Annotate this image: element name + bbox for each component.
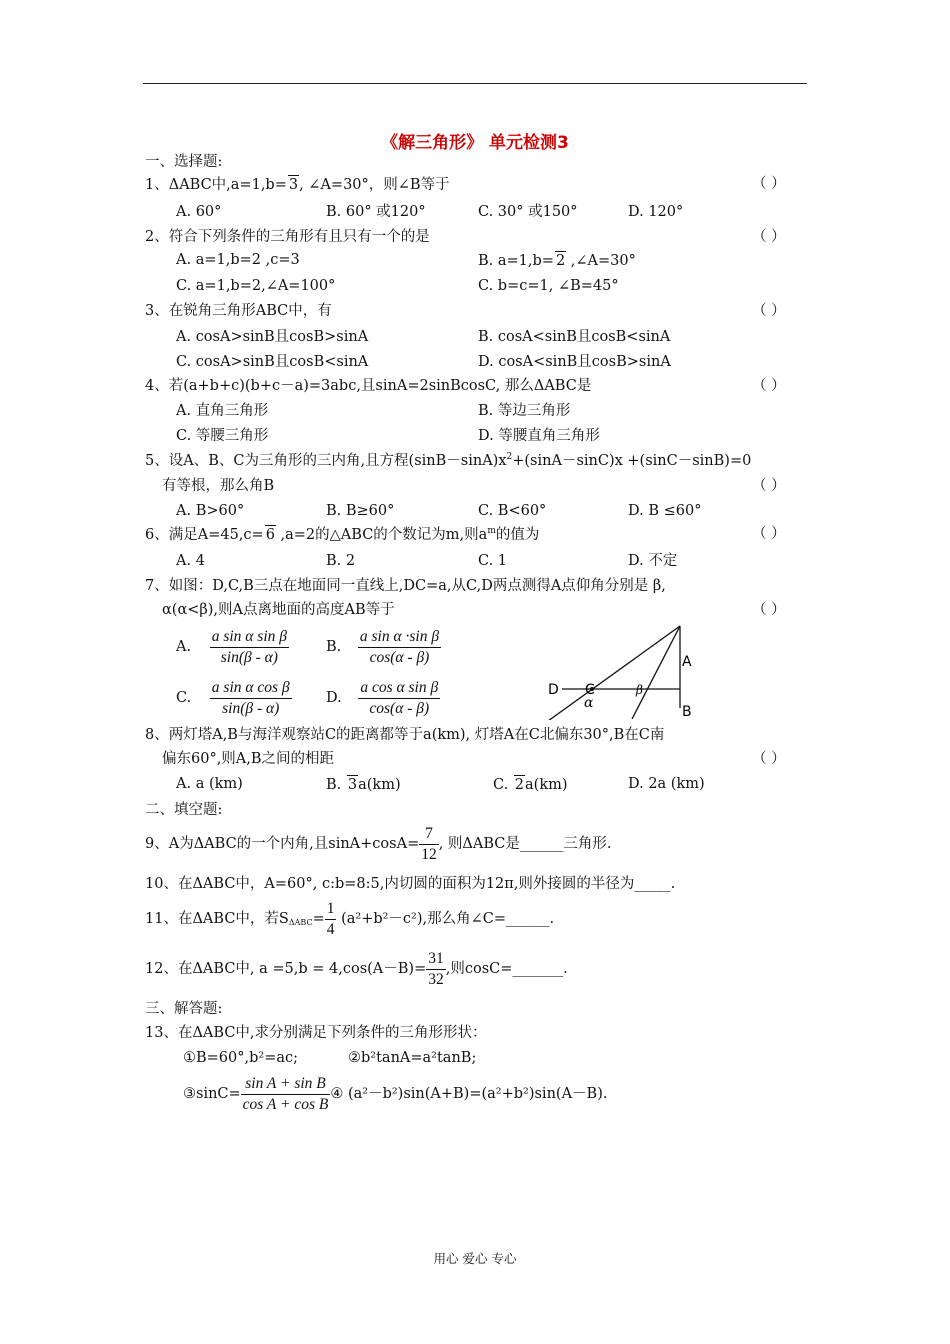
q8-stem-line1: 8、两灯塔A,B与海洋观察站C的距离都等于a(km), 灯塔A在C北偏东30°,B在C南	[145, 727, 665, 743]
q5-stem-line2: 有等根，那么角B	[162, 478, 275, 494]
q3-option-b: B. cosA<sinB且cosB<sinA	[478, 329, 671, 345]
q7-option-c: C. $\frac{\text{a sin α cos β}}{\sin(\beta - \alpha)}$	[176, 678, 290, 717]
q3-answer-paren: （ ）	[752, 303, 786, 319]
q4-option-a: A. 直角三角形	[176, 403, 269, 419]
q4-option-c: C. 等腰三角形	[176, 428, 269, 444]
q13-condition-3-4: ③sinC= $\frac{\text{sin A + sin B}}{\text{cos A + cos B}}$ ④ (a²－b²)sin(A+B)=(a²+b²)sin(A－B).	[183, 1074, 608, 1113]
q2-answer-paren: （ ）	[752, 229, 786, 245]
q1-option-d: D. 120°	[628, 204, 684, 220]
q4-answer-paren: （ ）	[752, 378, 786, 394]
q5-option-b: B. B≥60°	[326, 503, 395, 519]
q13-condition-1: ①B=60°,b²=ac;	[183, 1050, 299, 1066]
label-c: C	[585, 682, 595, 698]
q8-option-a: A. a (km)	[176, 776, 243, 792]
q6-option-a: A. 4	[176, 553, 205, 569]
q13-stem: 13、在ΔABC中,求分别满足下列条件的三角形形状：	[145, 1025, 487, 1041]
q5-stem-line1: 5、设A、B、C为三角形的三内角,且方程$(\sin B-\sin A)x^2+(\sin A-\sin C)x +(\sin C-\sin B)=0$	[145, 452, 752, 469]
q10: 10、在ΔABC中，A=60°, c:b=8:5,内切圆的面积为12π,则外接圆的半径为_____.	[145, 876, 676, 892]
q8-option-c: C. 2a(km)	[493, 777, 568, 793]
q4-stem: 4、若(a+b+c)(b+c－a)=3abc,且sinA=2sinBcosC, 那么ΔABC是	[145, 378, 592, 394]
q6-stem: 6、满足A=45,c= 6 ,a=2的△ABC的个数记为m,则$a^m$的值为	[145, 526, 540, 543]
q5-option-d: D. B ≤60°	[628, 503, 702, 519]
page-title: 《解三角形》 单元检测3	[381, 133, 569, 153]
q5-answer-paren: （ ）	[752, 478, 786, 494]
label-alpha: α	[584, 695, 594, 711]
q2-option-a: A. a=1,b=2 ,c=3	[176, 252, 300, 268]
q3-option-c: C. cosA>sinB且cosB<sinA	[176, 354, 369, 370]
section-fill-heading: 二、填空题:	[145, 802, 223, 818]
section-solve-heading: 三、解答题:	[145, 1001, 223, 1017]
q1-option-b: B. 60° 或120°	[326, 204, 426, 220]
q6-option-d: D. 不定	[628, 553, 678, 569]
q13-condition-2: ②b²tanA=a²tanB;	[348, 1050, 477, 1066]
q7-option-d: D. $\frac{\text{a cos α sin β}}{\cos(\alpha - \beta)}$	[326, 678, 439, 717]
q7-stem-line2: α(α<β),则A点离地面的高度AB等于	[162, 602, 395, 618]
q8-option-b: B. 3a(km)	[326, 777, 401, 793]
q11: 11、在ΔABC中，若$S_{\Delta ABC}=$ $\frac{1}{4}$ (a²+b²－c²),那么角∠C=______.	[145, 899, 555, 938]
label-b: B	[682, 704, 692, 720]
q6-option-b: B. 2	[326, 553, 356, 569]
q2-option-c: C. a=1,b=2,∠A=100°	[176, 278, 336, 294]
q6-option-c: C. 1	[478, 553, 508, 569]
q7-answer-paren: （ ）	[752, 602, 786, 618]
q7-stem-line1: 7、如图：D,C,B三点在地面同一直线上,DC=a,从C,D两点测得A点仰角分别是 β,	[145, 578, 666, 594]
page-footer: 用心 爱心 专心	[433, 1251, 517, 1266]
q8-answer-paren: （ ）	[752, 751, 786, 767]
q3-stem: 3、在锐角三角形ABC中，有	[145, 303, 332, 319]
elevation-angle-diagram	[548, 620, 708, 720]
header-rule	[143, 83, 807, 84]
q1-option-c: C. 30° 或150°	[478, 204, 578, 220]
q5-option-a: A. B>60°	[176, 503, 245, 519]
q2-option-b: B. a=1,b= 2 ,∠A=30°	[478, 253, 636, 269]
q1-option-a: A. 60°	[176, 204, 222, 220]
q2-stem: 2、符合下列条件的三角形有且只有一个的是	[145, 229, 430, 245]
q2-option-d: C. b=c=1, ∠B=45°	[478, 278, 619, 294]
q1-stem: 1、ΔABC中,a=1,b= 3, ∠A=30°，则∠B等于	[145, 177, 450, 193]
label-beta: β	[636, 683, 643, 697]
section-choice-heading: 一、选择题:	[145, 154, 223, 170]
q9: 9、A为ΔABC的一个内角,且sinA+cosA= $\frac{7}{12}$ , 则ΔABC是______三角形.	[145, 824, 612, 863]
q4-option-b: B. 等边三角形	[478, 403, 571, 419]
label-d: D	[548, 682, 559, 698]
q1-answer-paren: （ ）	[752, 176, 786, 192]
q3-option-d: D. cosA<sinB且cosB>sinA	[478, 354, 671, 370]
label-a: A	[682, 654, 692, 670]
q5-option-c: C. B<60°	[478, 503, 547, 519]
q7-option-b: B. $\frac{\text{a sin α ·sin β}}{\cos(\alpha - \beta)}$	[326, 627, 440, 666]
q7-option-a: A. $\frac{\text{a sin α sin β}}{\sin(\beta - \alpha)}$	[176, 627, 287, 666]
q6-answer-paren: （ ）	[752, 526, 786, 542]
q8-stem-line2: 偏东60°,则A,B之间的相距	[162, 751, 335, 767]
q4-option-d: D. 等腰直角三角形	[478, 428, 600, 444]
q12: 12、在ΔABC中, a =5,b = 4,cos(A－B)= $\frac{31}{32}$ ,则cosC=_______.	[145, 949, 568, 988]
q3-option-a: A. cosA>sinB且cosB>sinA	[176, 329, 369, 345]
q8-option-d: D. 2a (km)	[628, 776, 705, 792]
